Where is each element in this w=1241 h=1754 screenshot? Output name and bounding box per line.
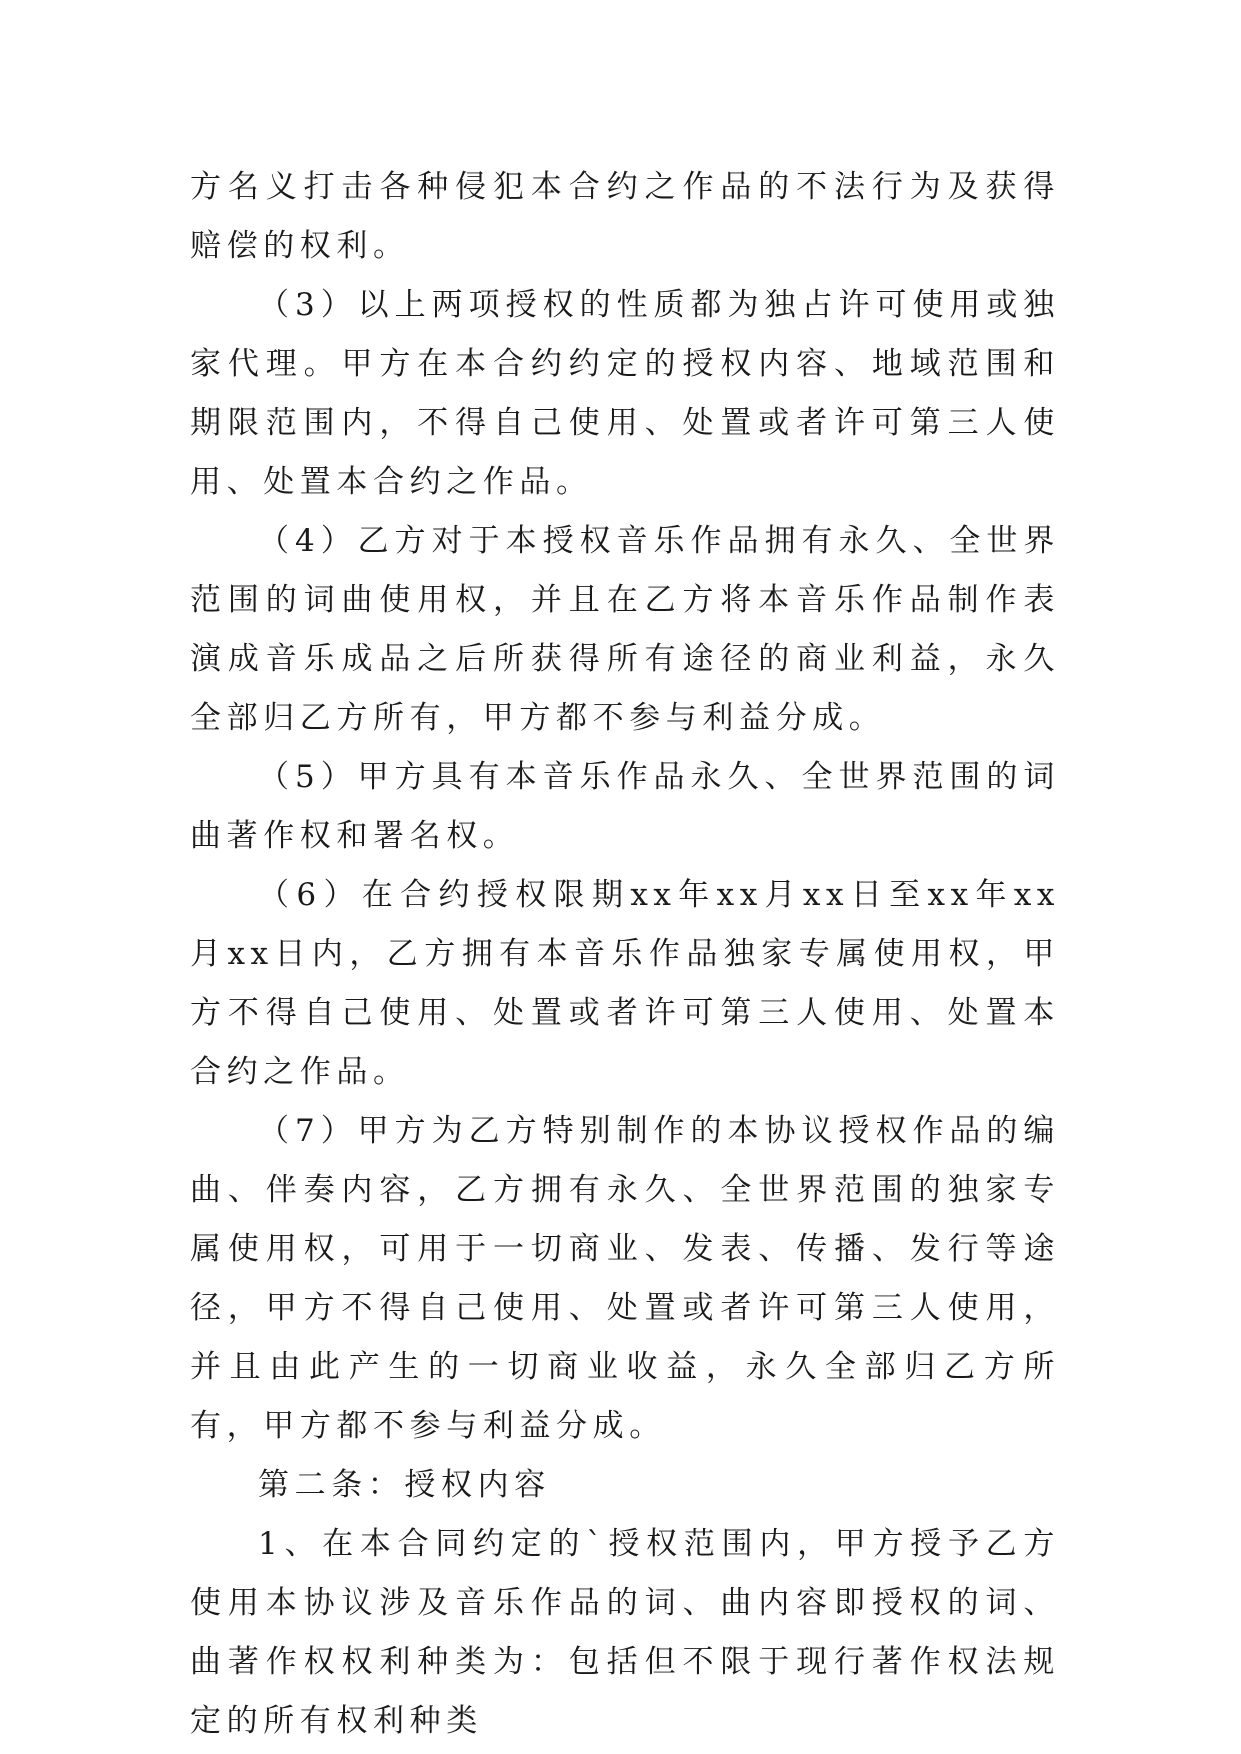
section-heading-article-2: 第二条：授权内容	[258, 1467, 551, 1503]
document-body	[190, 158, 1060, 1751]
paragraph-clause-5: （5）甲方具有本音乐作品永久、全世界范围的词曲著作权和署名权。	[190, 759, 1060, 854]
paragraph-article-2-item-1: 1、在本合同约定的`授权范围内，甲方授予乙方使用本协议涉及音乐作品的词、曲内容即授权的词、曲著作权权利种类为：包括但不限于现行著作权法规定的所有权利种类	[190, 1526, 1060, 1739]
paragraph-clause-6: （6）在合约授权限期xx年xx月xx日至xx年xx月xx日内，乙方拥有本音乐作品独家专属使用权，甲方不得自己使用、处置或者许可第三人使用、处置本合约之作品。	[190, 877, 1060, 1090]
paragraph-clause-4: （4）乙方对于本授权音乐作品拥有永久、全世界范围的词曲使用权，并且在乙方将本音乐作品制作表演成音乐成品之后所获得所有途径的商业利益，永久全部归乙方所有，甲方都不参与利益分成。	[190, 523, 1060, 736]
paragraph-clause-3: （3）以上两项授权的性质都为独占许可使用或独家代理。甲方在本合约约定的授权内容、地域范围和期限范围内，不得自己使用、处置或者许可第三人使用、处置本合约之作品。	[190, 287, 1060, 500]
paragraph-continuation: 方名义打击各种侵犯本合约之作品的不法行为及获得赔偿的权利。	[190, 169, 1060, 264]
paragraph-clause-7: （7）甲方为乙方特别制作的本协议授权作品的编曲、伴奏内容，乙方拥有永久、全世界范围的独家专属使用权，可用于一切商业、发表、传播、发行等途径，甲方不得自己使用、处置或者许可第三人使用，并且由此产生的一切商业收益，永久全部归乙方所有，甲方都不参与利益分成。	[190, 1113, 1060, 1444]
